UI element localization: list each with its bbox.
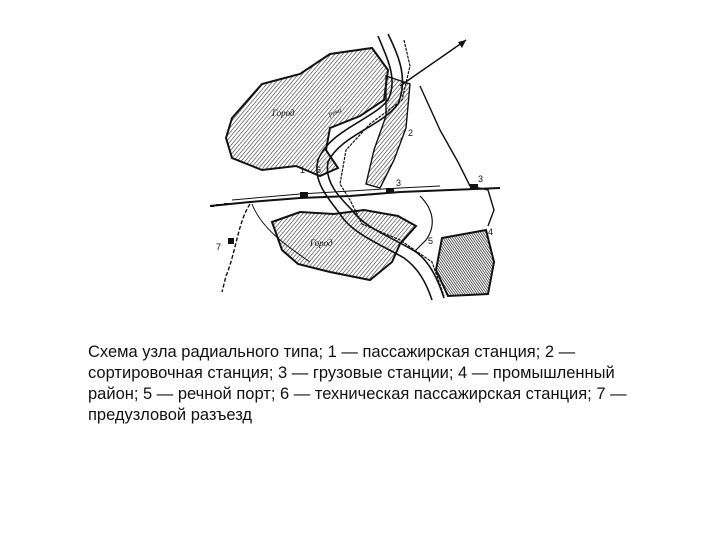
- passenger-station-marker: [300, 192, 308, 198]
- freight-station-marker-west: [386, 188, 394, 193]
- label-river-port: 5: [428, 236, 434, 246]
- label-passenger-station: 1: [300, 165, 306, 175]
- diagram-caption: Схема узла радиального типа; 1 — пассажирская станция; 2 — сортировочная станция; 3 — грузовые станции; 4 — промышленный район; 5 — речной порт; 6 — техническая пассажирская станция; 7 — предузловой разъезд: [88, 343, 627, 424]
- label-freight-station-east: 3: [478, 174, 484, 184]
- city-label-south: Город: [310, 238, 333, 248]
- river-label: Река: [327, 105, 343, 120]
- label-technical-station: 6: [316, 165, 322, 175]
- label-junction-siding: 7: [216, 242, 222, 252]
- loop-line-west: [222, 204, 250, 292]
- label-industrial-district: 4: [488, 227, 494, 237]
- railway-line-northeast: [400, 40, 466, 86]
- city-label-north: Город: [272, 108, 295, 118]
- freight-station-marker-east: [470, 184, 478, 189]
- industrial-district-area: [436, 230, 494, 296]
- bypass-line-east: [420, 86, 494, 226]
- label-marshalling-yard: 2: [408, 128, 414, 138]
- railway-stub-west: [210, 204, 228, 206]
- label-freight-station-west: 3: [396, 178, 402, 188]
- junction-marker-west: [228, 238, 234, 244]
- city-area-north: [226, 48, 388, 176]
